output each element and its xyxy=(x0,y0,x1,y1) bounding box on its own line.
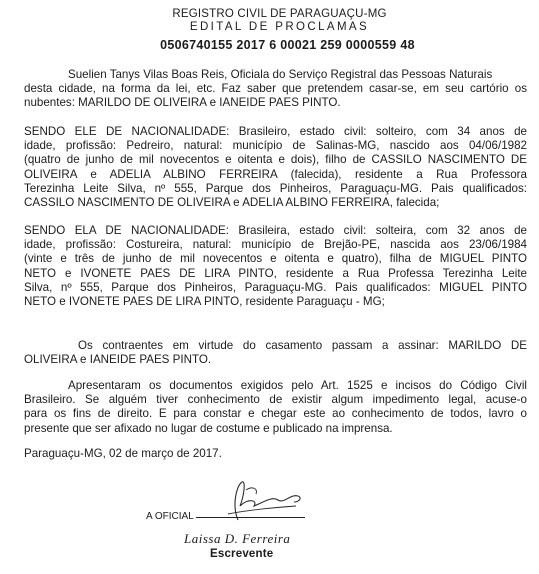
intro-line: Suelien Tanys Vilas Boas Reis, Oficiala do Serviço Registral das Pessoas Naturais xyxy=(68,68,493,81)
groom-line: idade, profissão: Pedreiro, natural: município de Salinas-MG, nascido aos 04/06/1982 xyxy=(24,139,527,153)
bride-line: (vinte e três de junho de mil novecentos e oitenta e quatro), filha de MIGUEL PINTO xyxy=(24,252,527,266)
documents-paragraph xyxy=(24,379,527,436)
groom-line: Terezinha Leite Silva, nº 555, Parque dos Pinheiros, Paraguaçu-MG. Pais qualificados: xyxy=(24,181,527,195)
groom-line: CASSILO NASCIMENTO DE OLIVEIRA e ADELIA ALBINO FERREIRA, falecida; xyxy=(24,196,440,210)
signatory-name: Laissa D. Ferreira xyxy=(184,531,291,546)
intro-line: nubentes: MARILDO DE OLIVEIRA e IANEIDE PAES PINTO. xyxy=(24,96,341,110)
registry-title: REGISTRO CIVIL DE PARAGUAÇU-MG xyxy=(172,8,387,20)
groom-paragraph xyxy=(24,125,527,210)
signature-label: A OFICIAL xyxy=(146,511,194,522)
signing-paragraph xyxy=(24,339,527,367)
groom-line: OLIVEIRA e ADELIA ALBINO FERREIRA (falecida), residente a Rua Professora xyxy=(24,167,527,181)
bride-line: NETO e IVONETE PAES DE LIRA PINTO, residente Paraguaçu - MG; xyxy=(24,295,385,309)
documents-line: Brasileiro. Se alguém tiver conhecimento de existir algum impedimento legal, acuse-o xyxy=(24,393,527,407)
groom-line: SENDO ELE DE NACIONALIDADE: Brasileiro, estado civil: solteiro, com 34 anos de xyxy=(24,125,527,138)
bride-paragraph xyxy=(24,224,527,309)
bride-line: Silva, nº 555, Parque dos Pinheiros, Paraguaçu-MG. Pais qualificados: MIGUEL PINTO xyxy=(24,280,527,294)
signing-line: OLIVEIRA e IANEIDE PAES PINTO. xyxy=(24,353,212,367)
groom-line: (quatro de junho de mil novecentos e oitenta e dois), filho de CASSILO NASCIMENTO DE xyxy=(24,153,527,167)
documents-line: Apresentaram os documentos exigidos pelo Art. 1525 e incisos do Código Civil xyxy=(68,379,527,392)
intro-paragraph xyxy=(24,68,527,111)
protocol-number: 0506740155 2017 6 00021 259 0000559 48 xyxy=(160,38,415,52)
signing-line: Os contraentes em virtude do casamento passam a assinar: MARILDO DE xyxy=(78,339,527,352)
bride-line: idade, profissão: Costureira, natural: município de Brejão-PE, nascida aos 23/06/1984 xyxy=(24,238,527,252)
documents-line: para os fins de direito. E para constar e chegar este ao conhecimento de todos, lavro o xyxy=(24,407,527,421)
documents-line: presente que ser afixado no lugar de costume e publicado na imprensa. xyxy=(24,421,393,435)
document-title: EDITAL DE PROCLAMAS xyxy=(189,21,370,33)
bride-line: NETO e IVONETE PAES DE LIRA PINTO, residente a Rua Professa Terezinha Leite xyxy=(24,266,527,280)
bride-line: SENDO ELA DE NACIONALIDADE: Brasileira, estado civil: solteira, com 32 anos de xyxy=(24,224,527,237)
place-date: Paraguaçu-MG, 02 de março de 2017. xyxy=(24,447,222,460)
intro-line: desta cidade, na forma da lei, etc. Faz saber que pretendem casar-se, em seu cartório os xyxy=(24,82,527,96)
signatory-role: Escrevente xyxy=(210,548,274,560)
